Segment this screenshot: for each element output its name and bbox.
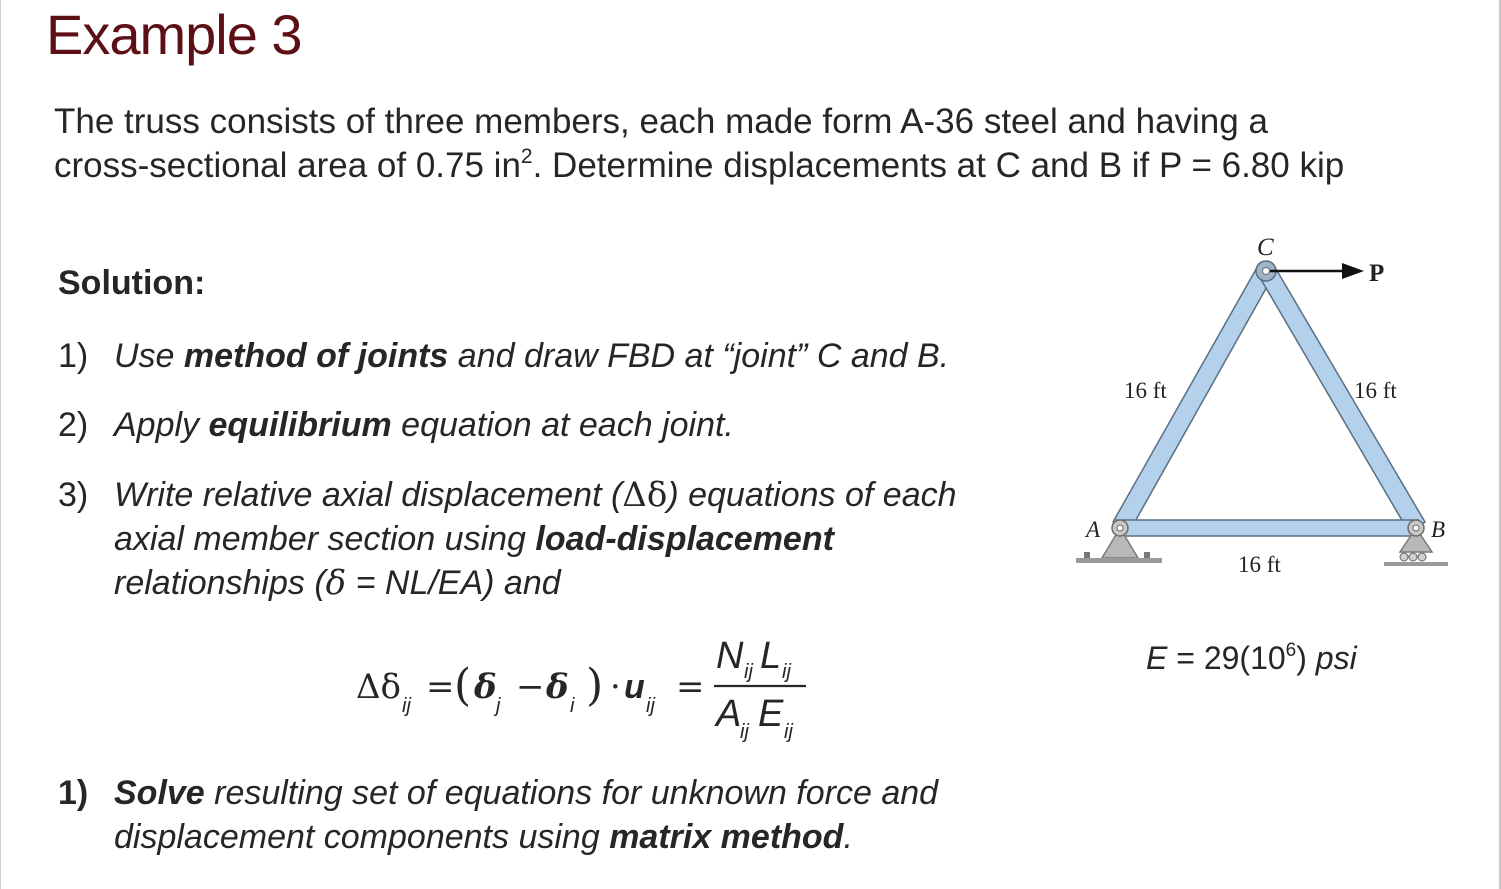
problem-line-2: cross-sectional area of 0.75 $in^2$. Determine displacements at C and B if P = 6.80 kip [54, 145, 1345, 185]
eq-sub: ij [402, 695, 411, 717]
eq-sub: ij [782, 661, 791, 683]
eq-sub: ij [740, 721, 749, 743]
problem-statement [54, 100, 1474, 188]
member-AB [1116, 520, 1418, 536]
eq-minus: − [516, 667, 545, 707]
step-1 [58, 334, 1068, 378]
step-number: 2) [58, 406, 89, 444]
eq-den-A: A [716, 693, 742, 735]
elastic-modulus: $E = 29(10^6)$ psi [1146, 640, 1357, 676]
member-BC [1259, 264, 1425, 534]
label-B: B [1431, 517, 1446, 542]
relative-displacement-equation [350, 620, 820, 750]
label-A: A [1086, 517, 1101, 542]
eq-delta-delta: Δδ [356, 667, 402, 707]
eq-delta-i: δ [546, 667, 569, 707]
eq-unit-vector: u [624, 668, 645, 706]
eq-num-L: L [760, 635, 782, 677]
eq-equals: = [676, 667, 705, 707]
step-text: Apply equilibrium equation at each joint. [114, 406, 734, 444]
label-P: P [1369, 260, 1385, 287]
eq-delta-j: δ [474, 667, 497, 707]
eq-num-N: N [716, 635, 744, 677]
step-text: Write relative axial displacement (Δδ) equations of each axial member section using load-displacement relationships (δ = NL/EA) and [114, 475, 957, 603]
area-exponent: 2 [520, 145, 533, 168]
problem-line-1: The truss consists of three members, each made form A-36 steel and having a [54, 102, 1268, 141]
eq-sub: ij [784, 721, 793, 743]
dim-bottom: 16 ft [1238, 552, 1281, 577]
eq-sub: i [570, 695, 575, 717]
step-3 [58, 473, 1068, 605]
step-4 [58, 771, 1068, 859]
step-number: 3) [58, 476, 89, 514]
dim-left: 16 ft [1124, 378, 1167, 403]
eq-dot: · [610, 667, 621, 707]
step-number: 1) [58, 337, 89, 375]
step-number: 1) [58, 774, 89, 812]
eq-equals: = [426, 667, 455, 707]
truss-figure [1066, 228, 1496, 588]
eq-den-E: E [758, 693, 784, 735]
step-text: Solve resulting set of equations for unknown force and displacement components using matrix method. [114, 774, 939, 856]
slide-title: Example 3 [46, 3, 302, 66]
step-2 [58, 403, 1068, 447]
eq-sub: ij [744, 661, 753, 683]
delta-delta-symbol: Δδ [622, 475, 668, 515]
load-arrow-head [1342, 263, 1364, 279]
eq-paren-close: ) [586, 660, 604, 711]
eq-sub: j [496, 695, 501, 717]
label-C: C [1257, 234, 1274, 261]
dim-right: 16 ft [1354, 378, 1397, 403]
step-text: Use method of joints and draw FBD at “joint” C and B. [114, 337, 950, 375]
solution-heading: Solution: [58, 264, 206, 302]
eq-sub: ij [646, 695, 655, 717]
slide-border-left [0, 0, 1, 889]
eq-paren-open: ( [454, 660, 472, 711]
delta-symbol: δ [325, 563, 347, 603]
